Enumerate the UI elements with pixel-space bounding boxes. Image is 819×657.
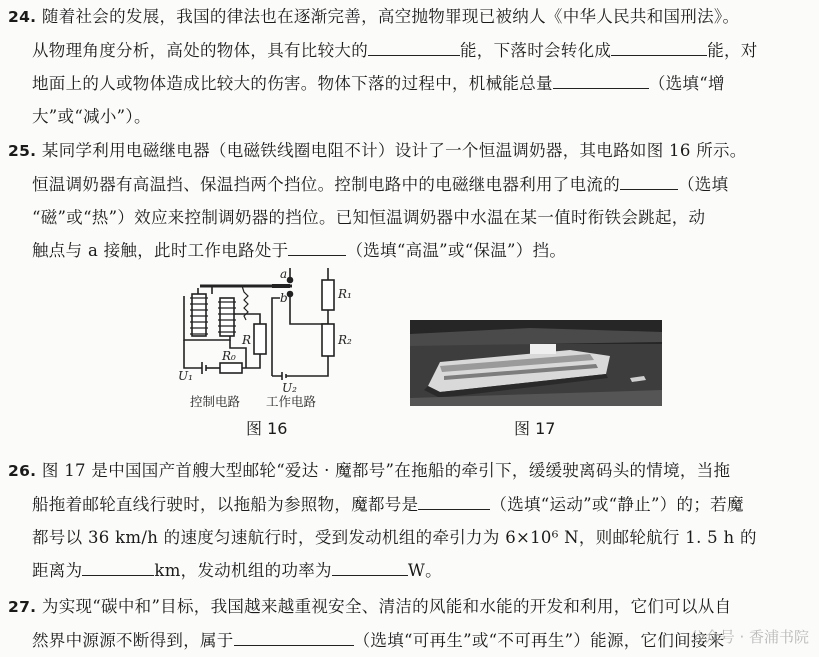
label-a: a xyxy=(280,268,288,281)
q27-text-2b: （选填“可再生”或“不可再生”）能源，它们间接来 xyxy=(353,631,725,650)
q25-text-3: “磁”或“热”）效应来控制调奶器的挡位。已知恒温调奶器中水温在某一值时衔铁会跳起，动 xyxy=(32,208,706,227)
q26-text-2b: （选填“运动”或“静止”）的；若魔 xyxy=(490,495,744,514)
q26-text-3: 都号以 36 km/h 的速度匀速航行时，受到发动机组的牵引力为 6×10⁶ N，则邮轮航行 1. 5 h 的 xyxy=(32,528,757,547)
q24-line-1 xyxy=(8,0,808,34)
q27-line-2 xyxy=(8,624,808,657)
q25-line-2 xyxy=(8,168,808,201)
q26-blank-1[interactable] xyxy=(418,491,490,510)
q24-blank-1[interactable] xyxy=(368,37,460,56)
q27-line-1 xyxy=(8,590,808,624)
q24-text-2c: 能，对 xyxy=(707,41,758,60)
watermark: 公众号 · 香浦书院 xyxy=(689,628,809,646)
circuit-diagram xyxy=(172,268,352,410)
q24-text-3a: 地面上的人或物体造成比较大的伤害。物体下落的过程中，机械能总量 xyxy=(32,74,553,93)
q24-text-3b: （选填“增 xyxy=(648,74,725,93)
q27-text-1: 为实现“碳中和”目标，我国越来越重视安全、清洁的风能和水能的开发和利用，它们可以从自 xyxy=(41,597,732,616)
control-circuit-label: 控制电路 xyxy=(190,394,241,409)
q25-text-4a: 触点与 a 接触，此时工作电路处于 xyxy=(32,241,289,260)
label-R1: R₁ xyxy=(338,287,352,301)
question-25 xyxy=(8,134,808,267)
work-circuit-label: 工作电路 xyxy=(266,394,317,409)
q26-text-2a: 船拖着邮轮直线行驶时，以拖船为参照物，魔都号是 xyxy=(32,495,419,514)
q24-text-2b: 能，下落时会转化成 xyxy=(460,41,612,60)
q25-text-4b: （选填“高温”或“保温”）挡。 xyxy=(346,241,567,260)
q25-blank-1[interactable] xyxy=(620,171,678,190)
q24-line-2 xyxy=(8,34,808,67)
label-U2: U₂ xyxy=(282,381,297,395)
label-R0: R₀ xyxy=(222,349,236,363)
label-R: R xyxy=(242,333,252,347)
question-27 xyxy=(8,590,808,657)
label-U1: U₁ xyxy=(178,369,193,383)
q24-text-2a: 从物理角度分析，高处的物体，具有比较大的 xyxy=(32,41,368,60)
figure-16-caption: 图 16 xyxy=(246,419,288,438)
ship-illustration xyxy=(410,320,662,406)
q26-blank-3[interactable] xyxy=(332,557,408,576)
q27-text-2a: 然界中源源不断得到，属于 xyxy=(32,631,234,650)
q24-number: 24. xyxy=(8,8,37,26)
q24-line-4 xyxy=(8,100,808,133)
q26-blank-2[interactable] xyxy=(82,557,154,576)
q26-text-4a: 距离为 xyxy=(32,561,83,580)
q26-number: 26. xyxy=(8,462,37,480)
q25-text-2a: 恒温调奶器有高温挡、保温挡两个挡位。控制电路中的电磁继电器利用了电流的 xyxy=(32,175,620,194)
q26-text-1: 图 17 是中国国产首艘大型邮轮“爱达 · 魔都号”在拖船的牵引下，缓缓驶离码头的情境，当拖 xyxy=(41,461,731,480)
figure-17-caption: 图 17 xyxy=(514,419,556,438)
figures-row xyxy=(0,268,819,444)
q25-line-1 xyxy=(8,134,808,168)
q27-blank-1[interactable] xyxy=(234,627,354,646)
q25-text-2b: （选填 xyxy=(678,175,729,194)
q24-blank-3[interactable] xyxy=(553,70,649,89)
question-24 xyxy=(8,0,808,133)
q24-line-3 xyxy=(8,67,808,100)
q25-line-3 xyxy=(8,201,808,234)
q26-text-4c: W。 xyxy=(407,561,442,580)
q24-blank-2[interactable] xyxy=(611,37,707,56)
label-R2: R₂ xyxy=(338,333,352,347)
label-b: b xyxy=(280,291,288,305)
q24-text-4: 大”或“减小”）。 xyxy=(32,107,151,126)
q26-line-3 xyxy=(8,521,808,554)
q25-line-4 xyxy=(8,234,808,267)
q25-text-1: 某同学利用电磁继电器（电磁铁线圈电阻不计）设计了一个恒温调奶器，其电路如图 16 所示。 xyxy=(41,141,747,160)
q27-number: 27. xyxy=(8,598,37,616)
q24-text-1: 随着社会的发展，我国的律法也在逐渐完善，高空抛物罪现已被纳人《中华人民共和国刑法》。 xyxy=(41,7,740,26)
question-26 xyxy=(8,454,808,587)
q26-line-2 xyxy=(8,488,808,521)
q25-blank-2[interactable] xyxy=(288,237,346,256)
q26-line-4 xyxy=(8,554,808,587)
q25-number: 25. xyxy=(8,142,37,160)
cruise-ship-photo xyxy=(410,320,662,406)
q26-line-1 xyxy=(8,454,808,488)
q26-text-4b: km，发动机组的功率为 xyxy=(154,561,332,580)
